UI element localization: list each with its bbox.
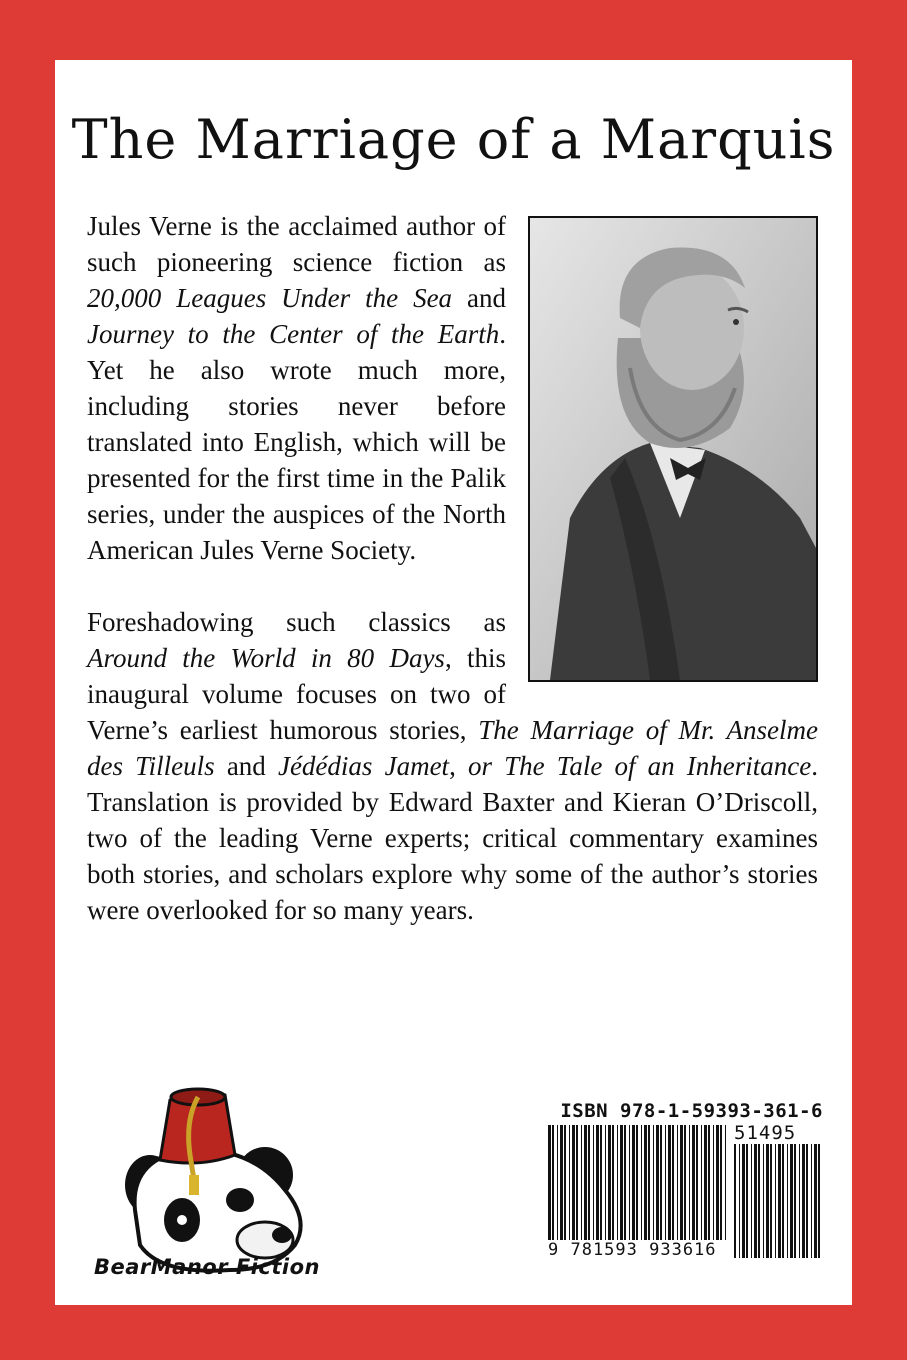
back-cover (55, 60, 852, 1305)
publisher-name: BearManor Fiction (94, 1255, 320, 1279)
blurb (87, 208, 818, 928)
price-addon: 51495 (734, 1122, 797, 1144)
blurb-paragraph-2: Foreshadowing such classics as Around the World in 80 Days, this inaugural volume focuses on two of Verne’s earliest humorous stories, The Marriage of Mr. Anselme des Tilleuls and Jédédias Jamet, or The Tale of an Inheritance. Translation is provided by Edward Baxter and Kieran O’Driscoll, two of the leading Verne experts; critical commentary examines both stories, and scholars explore why some of the author’s stories were overlooked for so many years. (87, 607, 818, 925)
blurb-paragraph-1: Jules Verne is the acclaimed author of such pioneering science fiction as 20,000 Leagues Under the Sea and Journey to the Center of the Earth. Yet he also wrote much more, including stories never before translated into English, which will be presented for the first time in the Palik series, under the auspices of the North American Jules Verne Society. (87, 211, 507, 565)
author-portrait (528, 216, 818, 682)
book-title: The Marriage of a Marquis (71, 108, 836, 171)
isbn-label: ISBN 978-1-59393-361-6 (560, 1100, 823, 1122)
isbn-barcode (548, 1100, 823, 1265)
author-portrait-image (530, 218, 816, 680)
barcode-number: 9 781593 933616 (548, 1240, 717, 1260)
